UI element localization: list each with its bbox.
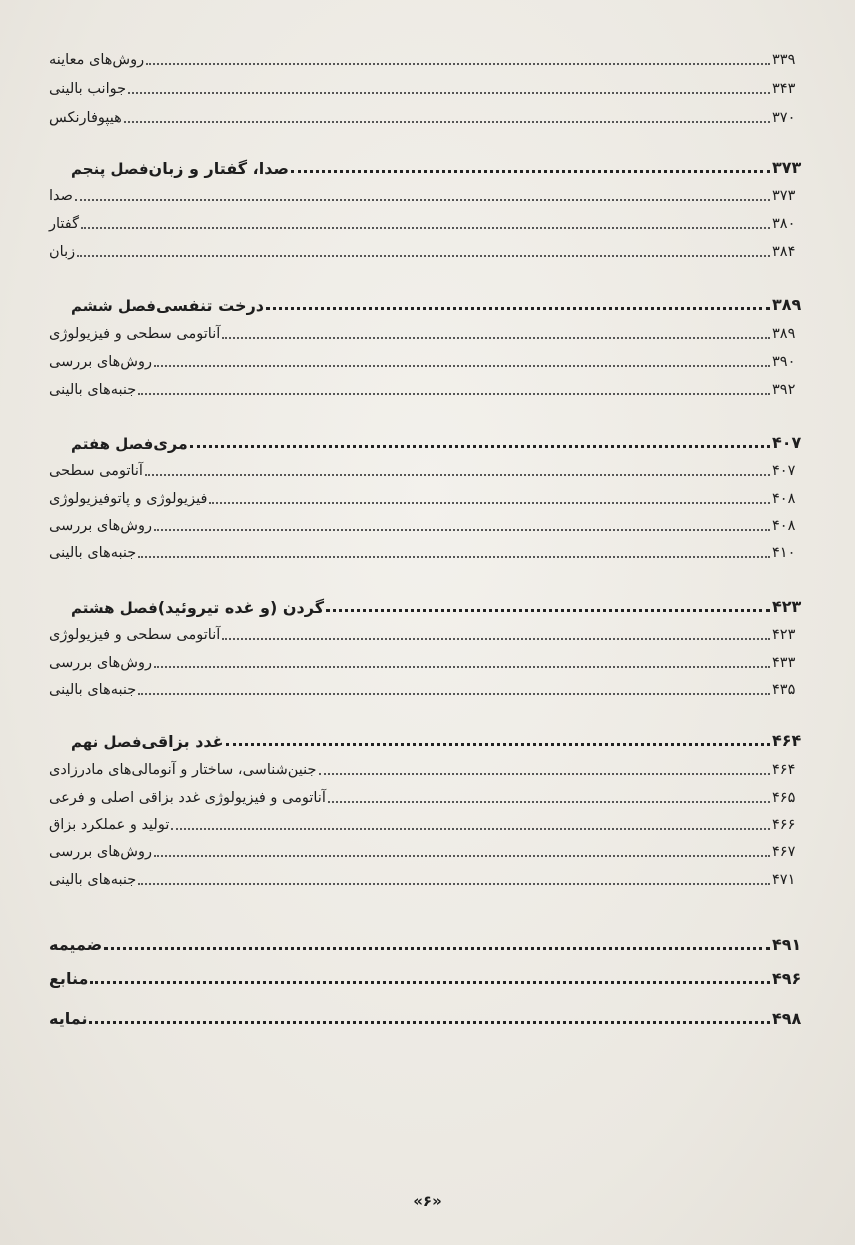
toc-entry — [45, 836, 810, 862]
toc-entry — [45, 809, 810, 835]
dot-leader — [266, 307, 770, 310]
toc-entry-title: گفتار — [49, 216, 80, 232]
toc-page-number: ۴۲۳ — [772, 627, 796, 643]
dot-leader — [138, 393, 770, 395]
back-matter-entry — [45, 929, 810, 955]
toc-entry — [45, 318, 810, 344]
dot-leader — [209, 502, 770, 504]
dot-leader — [77, 255, 770, 257]
toc-page-number: ۳۸۹ — [772, 295, 802, 314]
toc-page-number: ۴۶۶ — [772, 817, 796, 833]
toc-entry-title: روش‌های بررسی — [49, 844, 153, 860]
dot-leader — [138, 556, 770, 558]
toc-entry-title: جنبه‌های بالینی — [49, 545, 137, 561]
toc-entry-title: روش‌های بررسی — [49, 655, 153, 671]
dot-leader — [75, 199, 770, 201]
toc-page-number: ۴۹۶ — [772, 969, 802, 988]
toc-entry — [45, 374, 810, 400]
toc-page-number: ۴۱۰ — [772, 545, 796, 561]
chapter-heading — [45, 289, 810, 315]
dot-leader — [222, 337, 770, 339]
toc-entry — [45, 619, 810, 645]
toc-entry — [45, 754, 810, 780]
toc-page-number: ۳۸۰ — [772, 216, 796, 232]
dot-leader — [81, 227, 770, 229]
toc-entry — [45, 510, 810, 536]
toc-page-number: ۴۳۵ — [772, 682, 796, 698]
dot-leader — [226, 743, 770, 746]
toc-page-number: ۴۰۸ — [772, 518, 796, 534]
toc-page-number: ۳۷۳ — [772, 158, 802, 177]
appendix-title: ضمیمه — [49, 935, 103, 954]
index-title: نمایه — [49, 1009, 88, 1028]
dot-leader — [154, 855, 770, 857]
toc-entry — [45, 647, 810, 673]
toc-entry-title: آناتومی سطحی — [49, 463, 143, 479]
toc-page-number: ۴۰۸ — [772, 491, 796, 507]
toc-entry-title: صدا — [49, 188, 73, 204]
toc-entry-title: آناتومی سطحی و فیزیولوژی — [49, 627, 221, 643]
toc-entry — [45, 483, 810, 509]
back-matter-entry — [45, 1003, 810, 1029]
toc-entry-title: فیزیولوژی و پاتوفیزیولوژی — [49, 491, 208, 507]
chapter-heading — [45, 591, 810, 617]
toc-entry — [45, 455, 810, 481]
dot-leader — [145, 474, 770, 476]
dot-leader — [154, 529, 770, 531]
chapter-label: فصل پنجم — [71, 160, 149, 178]
toc-entry-title: آناتومی و فیزیولوژی غدد بزاقی اصلی و فرعی — [49, 790, 326, 806]
dot-leader — [154, 666, 770, 668]
toc-entry — [45, 674, 810, 700]
chapter-heading — [45, 427, 810, 453]
toc-page-number: ۴۶۴ — [772, 731, 802, 750]
toc-entry — [45, 73, 810, 99]
dot-leader — [146, 63, 770, 65]
toc-page-number: ۴۶۴ — [772, 762, 796, 778]
chapter-label: فصل هشتم — [71, 599, 158, 617]
dot-leader — [326, 609, 770, 612]
toc-entry-title: جنبه‌های بالینی — [49, 872, 137, 888]
toc-page-number: ۴۶۷ — [772, 844, 796, 860]
page-number-footer: «۶» — [413, 1192, 442, 1210]
toc-page-number: ۴۰۷ — [772, 433, 802, 452]
toc-page-number: ۳۳۹ — [772, 52, 796, 68]
dot-leader — [138, 883, 770, 885]
toc-entry-title: روش‌های بررسی — [49, 518, 153, 534]
toc-page-number: ۳۹۰ — [772, 354, 796, 370]
toc-page-number: ۳۷۳ — [772, 188, 796, 204]
toc-page-number: ۴۲۳ — [772, 597, 802, 616]
chapter-title: صدا، گفتار و زبان — [148, 159, 289, 178]
toc-page-number: ۴۹۸ — [772, 1009, 802, 1028]
dot-leader — [89, 1021, 770, 1024]
toc-page-number: ۳۹۲ — [772, 382, 796, 398]
dot-leader — [319, 773, 770, 775]
toc-page-number: ۴۶۵ — [772, 790, 796, 806]
toc-entry-title: جوانب بالینی — [49, 81, 127, 97]
toc-entry-title: تولید و عملکرد بزاق — [49, 817, 170, 833]
toc-entry-title: روش‌های معاینه — [49, 52, 145, 68]
toc-page-number: ۴۳۳ — [772, 655, 796, 671]
toc-page-number: ۳۸۴ — [772, 244, 796, 260]
toc-entry-title: آناتومی سطحی و فیزیولوژی — [49, 326, 221, 342]
toc-entry — [45, 180, 810, 206]
toc-entry-title: روش‌های بررسی — [49, 354, 153, 370]
chapter-label: فصل نهم — [71, 733, 142, 751]
toc-entry — [45, 44, 810, 70]
dot-leader — [222, 638, 770, 640]
chapter-title: مری — [153, 434, 188, 453]
toc-page-number: ۴۹۱ — [772, 935, 802, 954]
toc-page-number: ۴۰۷ — [772, 463, 796, 479]
toc-entry — [45, 864, 810, 890]
toc-entry — [45, 236, 810, 262]
toc-page-number: ۳۷۰ — [772, 110, 796, 126]
toc-entry — [45, 346, 810, 372]
dot-leader — [104, 947, 770, 950]
chapter-heading — [45, 725, 810, 751]
dot-leader — [128, 92, 770, 94]
dot-leader — [154, 365, 770, 367]
toc-entry — [45, 102, 810, 128]
toc-entry-title: جنین‌شناسی، ساختار و آنومالی‌های مادرزادی — [49, 762, 317, 778]
toc-entry — [45, 537, 810, 563]
dot-leader — [90, 981, 770, 984]
chapter-title: غدد بزاقی — [141, 732, 224, 751]
dot-leader — [124, 121, 770, 123]
toc-entry — [45, 782, 810, 808]
chapter-label: فصل هفتم — [71, 435, 154, 453]
toc-page-number: ۴۷۱ — [772, 872, 796, 888]
toc-page-number: ۳۸۹ — [772, 326, 796, 342]
dot-leader — [291, 170, 770, 173]
toc-entry-title: جنبه‌های بالینی — [49, 682, 137, 698]
dot-leader — [138, 693, 770, 695]
chapter-label: فصل ششم — [71, 297, 156, 315]
chapter-title: گردن (و غده تیروئید) — [157, 598, 325, 617]
toc-entry-title: هیپوفارنکس — [49, 110, 122, 126]
toc-entry — [45, 208, 810, 234]
toc-entry-title: جنبه‌های بالینی — [49, 382, 137, 398]
references-title: منابع — [49, 969, 89, 988]
dot-leader — [171, 828, 770, 830]
dot-leader — [190, 445, 770, 448]
dot-leader — [328, 801, 770, 803]
chapter-title: درخت تنفسی — [156, 296, 264, 315]
back-matter-entry — [45, 963, 810, 989]
chapter-heading — [45, 152, 810, 178]
toc-entry-title: زبان — [49, 244, 76, 260]
toc-page-number: ۳۴۳ — [772, 81, 796, 97]
